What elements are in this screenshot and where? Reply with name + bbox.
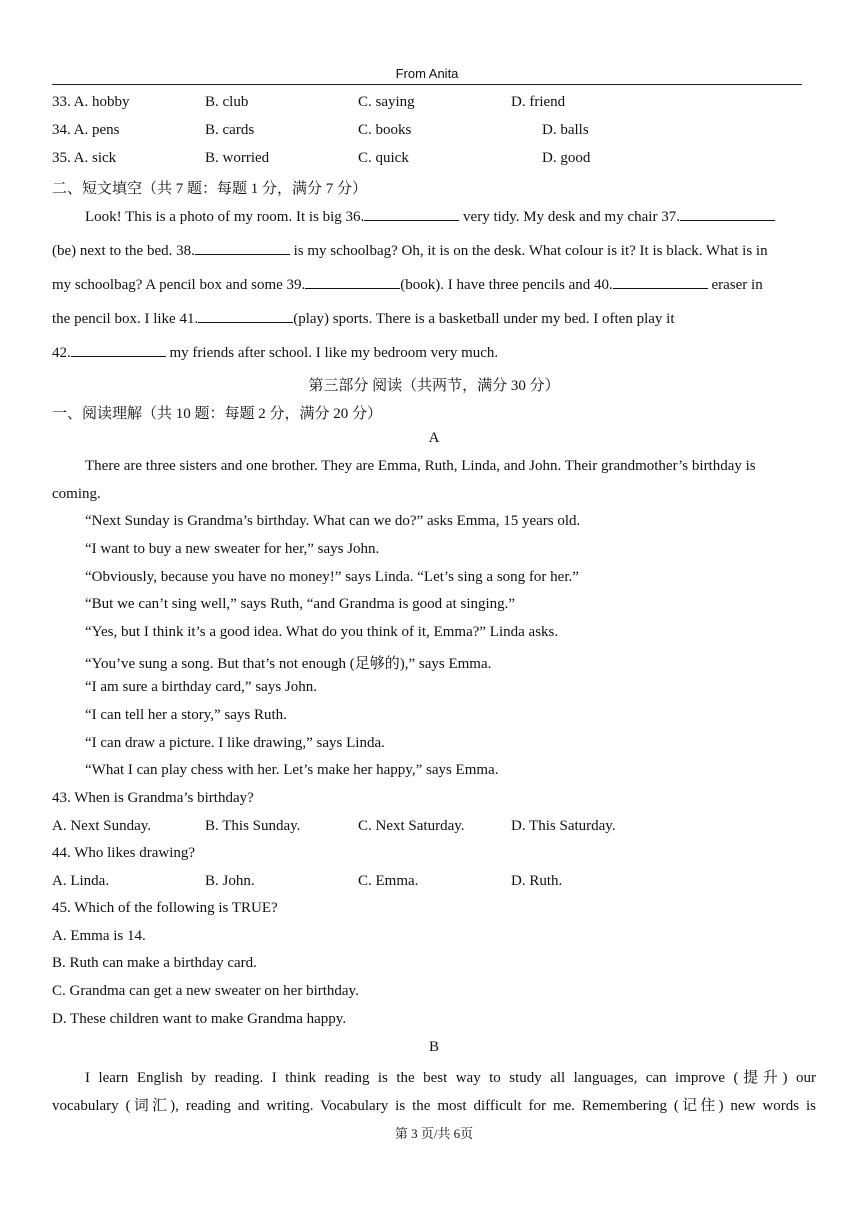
- option-d: D. friend: [511, 94, 566, 110]
- option-c: C. books: [358, 122, 412, 138]
- passage-a-label: A: [428, 430, 440, 446]
- question-43: 43. When is Grandma’s birthday?: [52, 790, 254, 806]
- reading-section-title: 一、阅读理解（共 10 题：每题 2 分，满分 20 分）: [52, 406, 383, 422]
- option-d[interactable]: D. This Saturday.: [511, 818, 616, 834]
- option-d: D. balls: [542, 122, 589, 138]
- passage-b-line-1: I learn English by reading. I think reading is the best way to study all languages, can improve (提升) our: [85, 1070, 816, 1086]
- option-a: 33. A. hobby: [52, 94, 130, 110]
- option-a: 34. A. pens: [52, 122, 120, 138]
- option-a: 35. A. sick: [52, 150, 117, 166]
- option-c[interactable]: C. Next Saturday.: [358, 818, 465, 834]
- option-b: B. worried: [205, 150, 270, 166]
- passage-b-line-2: vocabulary (词汇), reading and writing. Vocabulary is the most difficult for me. Remembering (记住) new words is: [52, 1098, 816, 1114]
- question-43-options: [52, 818, 816, 838]
- option-b[interactable]: B. Ruth can make a birthday card.: [52, 955, 257, 971]
- question-44: 44. Who likes drawing?: [52, 845, 196, 861]
- dialogue-line: “Obviously, because you have no money!” says Linda. “Let’s sing a song for her.”: [85, 569, 579, 585]
- option-b[interactable]: B. John.: [205, 873, 255, 889]
- option-a[interactable]: A. Emma is 14.: [52, 928, 146, 944]
- option-a[interactable]: A. Next Sunday.: [52, 818, 152, 834]
- blank-40[interactable]: [613, 274, 708, 289]
- cloze-line-1: Look! This is a photo of my room. It is big 36. very tidy. My desk and my chair 37.: [85, 206, 816, 226]
- cloze-line-5: 42. my friends after school. I like my bedroom very much.: [52, 342, 816, 362]
- option-c: C. quick: [358, 150, 409, 166]
- option-c: C. saying: [358, 94, 415, 110]
- passage-b-label: B: [428, 1039, 439, 1055]
- dialogue-line: “Yes, but I think it’s a good idea. What do you think of it, Emma?” Linda asks.: [85, 624, 559, 640]
- part-3-title: 第三部分 阅读（共两节，满分 30 分）: [308, 378, 560, 394]
- question-44-options: [52, 873, 816, 893]
- option-a[interactable]: A. Linda.: [52, 873, 110, 889]
- question-45: 45. Which of the following is TRUE?: [52, 900, 278, 916]
- option-d: D. good: [542, 150, 591, 166]
- option-b: B. club: [205, 94, 249, 110]
- dialogue-line: “I can draw a picture. I like drawing,” says Linda.: [85, 735, 385, 751]
- option-d[interactable]: D. Ruth.: [511, 873, 563, 889]
- page-footer: 第 3 页/共 6页: [394, 1126, 474, 1141]
- blank-37[interactable]: [680, 206, 775, 221]
- option-d[interactable]: D. These children want to make Grandma happy.: [52, 1011, 347, 1027]
- blank-36[interactable]: [364, 206, 459, 221]
- cloze-line-2: (be) next to the bed. 38. is my schoolbag? Oh, it is on the desk. What colour is it? It is black. What is in: [52, 240, 816, 260]
- question-35-row: [52, 150, 816, 170]
- dialogue-line: “I am sure a birthday card,” says John.: [85, 679, 318, 695]
- dialogue-line: “I can tell her a story,” says Ruth.: [85, 707, 287, 723]
- cloze-line-3: my schoolbag? A pencil box and some 39. (book). I have three pencils and 40. eraser in: [52, 274, 816, 294]
- option-b: B. cards: [205, 122, 255, 138]
- dialogue-line: “Next Sunday is Grandma’s birthday. What can we do?” asks Emma, 15 years old.: [85, 513, 581, 529]
- blank-39[interactable]: [305, 274, 400, 289]
- page-header: From Anita: [52, 66, 802, 85]
- option-c[interactable]: C. Emma.: [358, 873, 419, 889]
- blank-42[interactable]: [71, 342, 166, 357]
- option-b[interactable]: B. This Sunday.: [205, 818, 301, 834]
- blank-41[interactable]: [198, 308, 293, 323]
- dialogue-line: “You’ve sung a song. But that’s not enough (足够的),” says Emma.: [85, 656, 492, 672]
- passage-a-intro-cont: coming.: [52, 486, 101, 502]
- section-2-title: 二、短文填空（共 7 题：每题 1 分，满分 7 分）: [52, 181, 368, 197]
- dialogue-line: “But we can’t sing well,” says Ruth, “and Grandma is good at singing.”: [85, 596, 516, 612]
- question-34-row: [52, 122, 816, 142]
- blank-38[interactable]: [195, 240, 290, 255]
- dialogue-line: “What I can play chess with her. Let’s make her happy,” says Emma.: [85, 762, 499, 778]
- cloze-line-4: the pencil box. I like 41. (play) sports. There is a basketball under my bed. I often play it: [52, 308, 816, 328]
- passage-a-intro: There are three sisters and one brother. They are Emma, Ruth, Linda, and John. Their grandmother’s birthday is: [85, 458, 756, 474]
- dialogue-line: “I want to buy a new sweater for her,” says John.: [85, 541, 380, 557]
- option-c[interactable]: C. Grandma can get a new sweater on her birthday.: [52, 983, 359, 999]
- question-33-row: [52, 94, 816, 114]
